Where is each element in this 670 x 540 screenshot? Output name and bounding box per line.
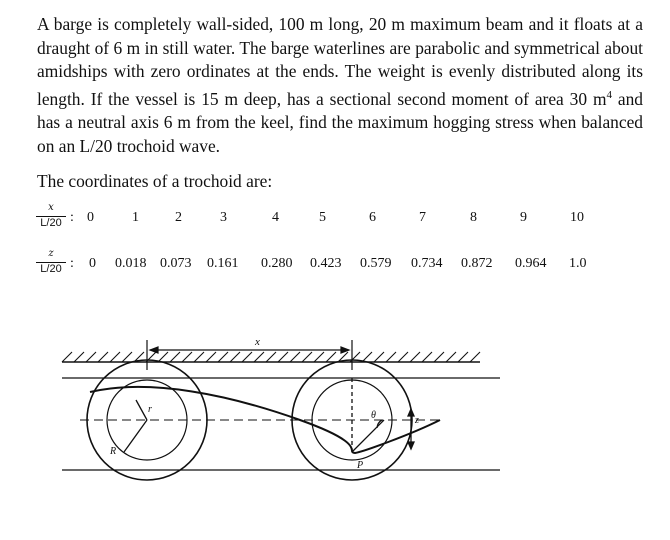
z-value: 1.0	[569, 256, 587, 271]
z-value: 0.161	[207, 256, 239, 271]
theta-label: θ	[371, 410, 376, 421]
z-value: 0.734	[411, 256, 443, 271]
x-value: 10	[570, 210, 584, 225]
z-value: 0.964	[515, 256, 547, 271]
x-value: 2	[175, 210, 182, 225]
r-label: r	[148, 404, 152, 415]
x-value: 6	[369, 210, 376, 225]
x-value: 9	[520, 210, 527, 225]
z-label: z	[415, 415, 419, 426]
x-value: 1	[132, 210, 139, 225]
trochoid-intro: The coordinates of a trochoid are:	[37, 171, 273, 191]
x-separator: :	[70, 210, 74, 225]
x-label-numerator: x	[48, 202, 54, 213]
z-label-numerator: z	[48, 248, 54, 259]
x-label-denominator: L/20	[40, 217, 62, 229]
x-value: 4	[272, 210, 279, 225]
P-label: P	[357, 460, 364, 471]
z-value: 0.280	[261, 256, 293, 271]
x-dimension-label: x	[255, 336, 260, 348]
x-value: 3	[220, 210, 227, 225]
z-value: 0.073	[160, 256, 192, 271]
guide-lines	[62, 378, 500, 470]
x-value: 0	[87, 210, 94, 225]
x-value: 5	[319, 210, 326, 225]
R-label: R	[110, 446, 117, 457]
upper-rail	[62, 352, 480, 362]
superscript-4: 4	[606, 88, 612, 101]
z-value: 0.018	[115, 256, 147, 271]
x-value: 7	[419, 210, 426, 225]
problem-text-part2: and has a neutral axis 6 m from the keel, find the maximum hogging stress when balanced on an L/20 trochoid wave.	[37, 88, 643, 156]
x-value: 8	[470, 210, 477, 225]
z-separator: :	[70, 256, 74, 271]
problem-text-part1: A barge is completely wall-sided, 100 m long, 20 m maximum beam and it floats at a draught of 6 m in still water. The barge waterlines are parabolic and symmetrical about amidships with zero ordinates at the ends. The weight is evenly distributed along its length. If the vessel is 15 m deep, has a sectional second moment of area 30 m	[37, 14, 643, 109]
z-value: 0.423	[310, 256, 342, 271]
z-label-denominator: L/20	[40, 263, 62, 275]
z-value: 0.579	[360, 256, 392, 271]
z-value: 0	[89, 256, 96, 271]
z-value: 0.872	[461, 256, 493, 271]
